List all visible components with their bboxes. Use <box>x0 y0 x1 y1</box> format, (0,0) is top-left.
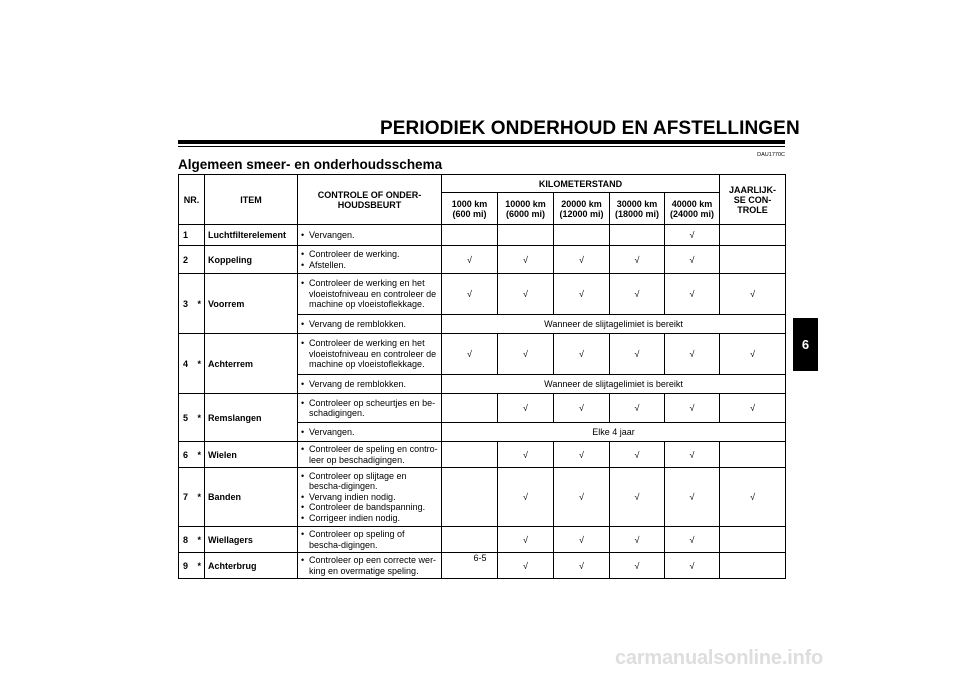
control-text: Vervangen. <box>309 229 355 240</box>
table-row <box>179 527 786 553</box>
interval-check-cell: √ <box>665 527 720 553</box>
control-text: Vervang indien nodig. <box>309 491 396 502</box>
control-bullet <box>301 444 438 465</box>
control-text: Vervang de remblokken. <box>309 378 407 389</box>
control-bullet <box>301 230 438 241</box>
bullet-icon: • <box>301 318 305 329</box>
interval-check-cell: √ <box>498 394 554 423</box>
header-rule <box>178 140 785 144</box>
interval-check-cell: √ <box>610 442 665 468</box>
control-text: Controleer de werking en het vloeistofniveau en controleer de machine op vloeistoflekkage. <box>309 278 437 310</box>
interval-check-cell: √ <box>554 334 610 375</box>
dealer-asterisk: * <box>195 394 205 442</box>
control-bullet <box>301 278 438 310</box>
interval-check-cell: √ <box>442 246 498 274</box>
item-name: Remslangen <box>205 394 298 442</box>
control-text: Controleer de bandspanning. <box>309 502 426 513</box>
interval-check-cell: √ <box>665 468 720 527</box>
item-name: Wiellagers <box>205 527 298 553</box>
item-name: Achterrem <box>205 334 298 394</box>
control-cell <box>298 442 442 468</box>
control-bullet <box>301 379 438 390</box>
table-row <box>179 468 786 527</box>
interval-check-cell: √ <box>665 334 720 375</box>
control-bullet <box>301 398 438 419</box>
interval-check-cell: √ <box>554 468 610 527</box>
control-cell <box>298 225 442 246</box>
control-cell <box>298 375 442 394</box>
dealer-asterisk: * <box>195 274 205 334</box>
control-bullet <box>301 338 438 370</box>
bullet-icon: • <box>301 529 305 539</box>
bullet-icon: • <box>301 426 305 437</box>
interval-check-cell: √ <box>610 334 665 375</box>
header-km-col <box>442 193 498 225</box>
dealer-asterisk: * <box>195 553 205 579</box>
row-number: 4 <box>179 334 195 394</box>
interval-check-cell: √ <box>665 246 720 274</box>
bullet-icon: • <box>301 229 305 240</box>
watermark: carmanualsonline.info <box>615 647 824 669</box>
control-text: Controleer de speling en contro-leer op beschadigingen. <box>309 444 438 465</box>
bullet-icon: • <box>301 278 305 289</box>
control-bullet <box>301 502 438 513</box>
control-cell <box>298 468 442 527</box>
interval-check-cell <box>442 468 498 527</box>
control-text: Controleer de werking. <box>309 249 400 259</box>
yearly-check-cell: √ <box>720 394 786 423</box>
interval-check-cell: √ <box>442 274 498 315</box>
row-number: 2 <box>179 246 195 274</box>
control-cell <box>298 274 442 315</box>
control-cell <box>298 315 442 334</box>
bullet-icon: • <box>301 259 305 270</box>
table-row <box>179 334 786 375</box>
table-row <box>179 394 786 423</box>
item-name: Wielen <box>205 442 298 468</box>
km-value: 10000 km <box>505 198 546 209</box>
page-header-title: PERIODIEK ONDERHOUD EN AFSTELLINGEN <box>380 118 800 139</box>
interval-check-cell: √ <box>498 553 554 579</box>
header-km-col <box>554 193 610 225</box>
interval-check-cell: √ <box>442 334 498 375</box>
interval-check-cell: √ <box>554 274 610 315</box>
header-rule-thin <box>178 146 785 147</box>
mi-value: (6000 mi) <box>505 208 546 219</box>
bullet-icon: • <box>301 397 305 408</box>
header-km-col <box>610 193 665 225</box>
chapter-tab: 6 <box>793 318 818 371</box>
interval-check-cell <box>442 225 498 246</box>
interval-check-cell: √ <box>554 246 610 274</box>
control-text: Corrigeer indien nodig. <box>309 512 401 523</box>
km-value: 1000 km <box>451 198 488 209</box>
document-code: DAU1770C <box>757 152 785 158</box>
interval-check-cell: √ <box>554 442 610 468</box>
maintenance-schedule-table <box>178 174 786 579</box>
bullet-icon: • <box>301 338 305 349</box>
control-text: Controleer op een correcte wer-king en overmatige speling. <box>309 555 437 576</box>
item-name: Koppeling <box>205 246 298 274</box>
interval-check-cell: √ <box>665 274 720 315</box>
interval-check-cell: √ <box>498 246 554 274</box>
item-name: Banden <box>205 468 298 527</box>
control-bullet <box>301 492 438 503</box>
mi-value: (24000 mi) <box>670 208 715 219</box>
interval-check-cell: √ <box>554 553 610 579</box>
control-text: Vervangen. <box>309 426 355 437</box>
bullet-icon: • <box>301 249 305 259</box>
row-number: 9 <box>179 553 195 579</box>
page-number: 6-5 <box>473 553 487 563</box>
control-bullet <box>301 249 438 260</box>
header-kilometerstand: KILOMETERSTAND <box>442 175 720 193</box>
km-value: 20000 km <box>561 198 602 209</box>
row-number: 7 <box>179 468 195 527</box>
interval-check-cell <box>442 442 498 468</box>
interval-check-cell: √ <box>665 394 720 423</box>
control-text: Controleer op slijtage en bescha-digingen. <box>309 470 407 492</box>
mi-value: (18000 mi) <box>614 208 660 219</box>
item-name: Voorrem <box>205 274 298 334</box>
header-nr: NR. <box>179 175 205 225</box>
yearly-check-cell <box>720 246 786 274</box>
table-row <box>179 442 786 468</box>
interval-check-cell: √ <box>498 468 554 527</box>
section-title: Algemeen smeer- en onderhoudsschema <box>178 157 443 172</box>
interval-check-cell: √ <box>498 274 554 315</box>
control-text: Controleer op scheurtjes en be-schadigingen. <box>309 397 436 418</box>
interval-check-cell: √ <box>610 468 665 527</box>
interval-check-cell: √ <box>665 553 720 579</box>
interval-span: Wanneer de slijtagelimiet is bereikt <box>442 375 786 394</box>
yearly-check-cell <box>720 225 786 246</box>
header-yearly-text: JAARLIJK- SE CON- TROLE <box>729 184 777 215</box>
interval-check-cell: √ <box>610 527 665 553</box>
interval-check-cell <box>442 394 498 423</box>
control-cell <box>298 423 442 442</box>
row-number: 6 <box>179 442 195 468</box>
interval-check-cell <box>554 225 610 246</box>
interval-check-cell: √ <box>610 274 665 315</box>
interval-check-cell: √ <box>610 246 665 274</box>
bullet-icon: • <box>301 555 305 565</box>
dealer-asterisk: * <box>195 527 205 553</box>
bullet-icon: • <box>301 491 305 502</box>
dealer-asterisk: * <box>195 334 205 394</box>
yearly-check-cell: √ <box>720 468 786 527</box>
bullet-icon: • <box>301 502 305 513</box>
table-row <box>179 246 786 274</box>
yearly-check-cell <box>720 553 786 579</box>
header-km-col <box>498 193 554 225</box>
bullet-icon: • <box>301 470 305 481</box>
bullet-icon: • <box>301 444 305 454</box>
bullet-icon: • <box>301 512 305 523</box>
interval-check-cell: √ <box>554 527 610 553</box>
item-name: Achterbrug <box>205 553 298 579</box>
control-cell <box>298 527 442 553</box>
interval-check-cell: √ <box>498 527 554 553</box>
control-cell <box>298 334 442 375</box>
interval-check-cell: √ <box>610 394 665 423</box>
interval-span: Elke 4 jaar <box>442 423 786 442</box>
header-control <box>298 175 442 225</box>
control-bullet <box>301 529 438 550</box>
control-bullet <box>301 555 438 576</box>
header-control-text: CONTROLE OF ONDER- HOUDSBEURT <box>317 189 422 210</box>
dealer-asterisk <box>195 225 205 246</box>
dealer-asterisk: * <box>195 442 205 468</box>
interval-check-cell: √ <box>498 442 554 468</box>
control-text: Controleer op speling of bescha-digingen. <box>309 529 405 550</box>
interval-check-cell <box>610 225 665 246</box>
table-row <box>179 274 786 315</box>
interval-check-cell <box>498 225 554 246</box>
km-value: 30000 km <box>616 198 658 209</box>
bullet-icon: • <box>301 378 305 389</box>
control-bullet <box>301 427 438 438</box>
km-value: 40000 km <box>671 198 713 209</box>
yearly-check-cell <box>720 442 786 468</box>
control-cell <box>298 394 442 423</box>
interval-check-cell: √ <box>665 225 720 246</box>
control-bullet <box>301 513 438 524</box>
yearly-check-cell <box>720 527 786 553</box>
yearly-check-cell: √ <box>720 274 786 315</box>
interval-check-cell: √ <box>498 334 554 375</box>
header-yearly <box>720 175 786 225</box>
interval-check-cell: √ <box>554 394 610 423</box>
mi-value: (12000 mi) <box>559 208 604 219</box>
header-item: ITEM <box>205 175 298 225</box>
interval-check-cell: √ <box>665 442 720 468</box>
yearly-check-cell: √ <box>720 334 786 375</box>
table-row <box>179 225 786 246</box>
control-text: Afstellen. <box>309 259 347 270</box>
control-bullet <box>301 260 438 271</box>
control-cell <box>298 246 442 274</box>
control-text: Vervang de remblokken. <box>309 318 407 329</box>
interval-span: Wanneer de slijtagelimiet is bereikt <box>442 315 786 334</box>
control-bullet <box>301 319 438 330</box>
mi-value: (600 mi) <box>452 208 487 219</box>
control-bullet <box>301 471 438 492</box>
row-number: 1 <box>179 225 195 246</box>
row-number: 8 <box>179 527 195 553</box>
row-number: 3 <box>179 274 195 334</box>
item-name: Luchtfilterelement <box>205 225 298 246</box>
interval-check-cell: √ <box>610 553 665 579</box>
control-text: Controleer de werking en het vloeistofniveau en controleer de machine op vloeistoflekkage. <box>309 338 437 370</box>
row-number: 5 <box>179 394 195 442</box>
dealer-asterisk <box>195 246 205 274</box>
interval-check-cell <box>442 527 498 553</box>
control-cell <box>298 553 442 579</box>
header-km-col <box>665 193 720 225</box>
dealer-asterisk: * <box>195 468 205 527</box>
